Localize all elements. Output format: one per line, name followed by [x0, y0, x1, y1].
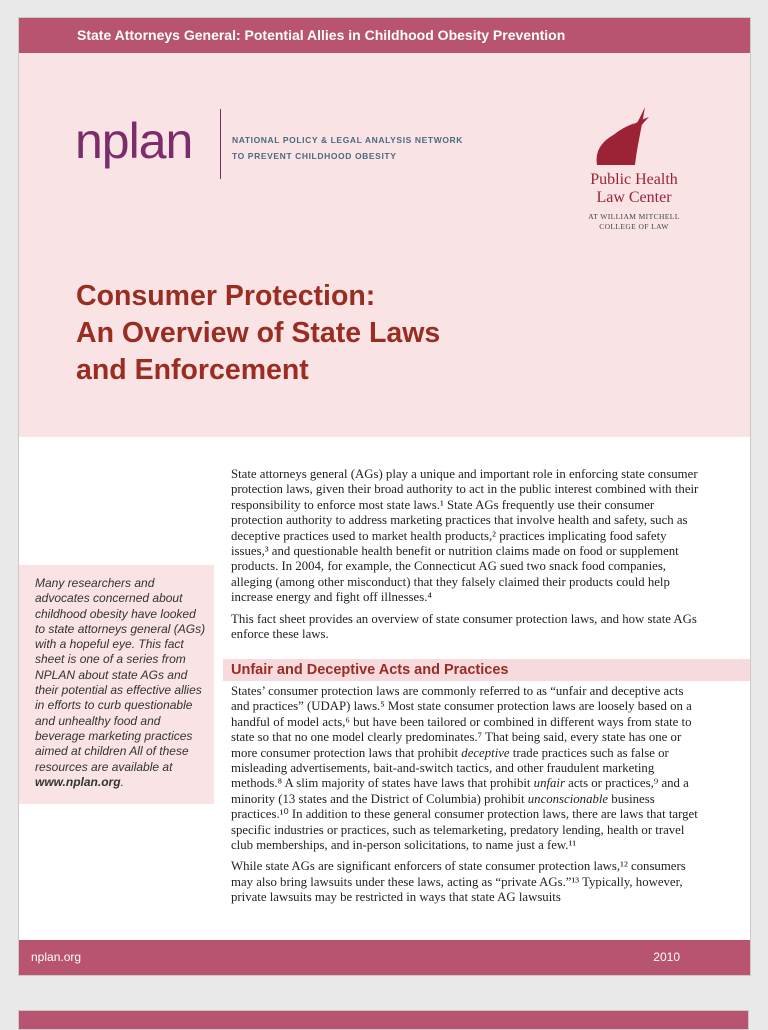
fact-sheet-page: [18, 17, 751, 976]
document-title: [76, 278, 676, 389]
header-area: [19, 53, 750, 437]
section-text: business practices.¹⁰ In addition to these general consumer protection laws, there are laws that target specific industries or practices, such as telemarketing, predatory lending, health or travel club memberships, and in-person solicitations, to name just a few.¹¹: [231, 791, 698, 853]
logo-divider: [220, 109, 221, 179]
flame-icon: [595, 105, 651, 167]
sidebar-text: Many researchers and advocates concerned about childhood obesity have looked to state attorneys general (AGs) with a hopeful eye. This fact sheet is one of a series from NPLAN about state AGs and their potential as effective allies in efforts to curb questionable and unhealthy food and beverage marketing practices aimed at children All of these resources are available at: [35, 576, 206, 774]
section-text: acts or practices,⁹ and a minority (13 states and the District of Columbia) prohibit: [231, 776, 689, 806]
title-line1: Consumer Protection:: [76, 280, 376, 312]
emphasis-unfair: unfair: [533, 776, 565, 791]
nplan-logo: nplan: [75, 113, 193, 169]
network-name: [232, 132, 492, 164]
phlc-subtitle-line2: COLLEGE OF LAW: [599, 222, 669, 231]
title-line2: An Overview of State Laws: [76, 317, 441, 349]
section-text: trade practices such as false or misleading advertisements, bait-and-switch tactics, and other fraudulent marketing methods.⁸ A slim majority of states have laws that prohibit: [231, 745, 669, 791]
phlc-name-line1: Public Health: [590, 171, 678, 188]
header-band: [19, 18, 750, 53]
phlc-logo: [579, 105, 689, 232]
intro-paragraph-2: This fact sheet provides an overview of state consumer protection laws, and how state AGs enforce these laws.: [231, 611, 697, 642]
intro-column: [231, 467, 701, 648]
sidebar-callout: [19, 565, 214, 804]
section-heading: Unfair and Deceptive Acts and Practices: [223, 659, 750, 681]
network-name-line2: TO PREVENT CHILDHOOD OBESITY: [232, 151, 397, 161]
title-line3: and Enforcement: [76, 354, 309, 386]
series-title: State Attorneys General: Potential Allies in Childhood Obesity Prevention: [77, 27, 566, 43]
section-column: [231, 684, 703, 912]
emphasis-deceptive: deceptive: [461, 745, 510, 760]
emphasis-unconscionable: unconscionable: [527, 791, 609, 806]
sidebar-end: .: [120, 774, 124, 789]
phlc-subtitle: [579, 212, 689, 232]
phlc-subtitle-line1: AT WILLIAM MITCHELL: [588, 212, 680, 221]
footer-year: 2010: [653, 950, 680, 964]
section-text: States’ consumer protection laws are commonly referred to as “unfair and deceptive acts and practices” (UDAP) laws.⁵ Most state consumer protection laws are loosely based on a handful of model acts,⁶ but have been tailored or combined in different ways from state to state so that no one model clearly predominates.⁷ That being said, every state has one or more consumer protection laws that prohibit: [231, 684, 692, 760]
network-name-line1: NATIONAL POLICY & LEGAL ANALYSIS NETWORK: [232, 135, 464, 145]
next-page-edge: [18, 1010, 749, 1030]
section-paragraph-2: While state AGs are significant enforcers of state consumer protection laws,¹² consumers may also bring lawsuits under these laws, acting as “private AGs.”¹³ Typically, however, private lawsuits may be restricted in ways that state AG lawsuits: [231, 859, 686, 905]
footer-website[interactable]: nplan.org: [31, 950, 82, 964]
phlc-name-line2: Law Center: [596, 189, 672, 206]
footer-band: [19, 940, 750, 975]
intro-paragraph-1: State attorneys general (AGs) play a unique and important role in enforcing state consumer protection laws, given their broad authority to act in the public interest combined with their responsibility to enforce most state laws.¹ State AGs frequently use their consumer protection authority to address marketing practices that involve health and safety, such as deceptive practices used to market health products,² practices implicating food safety issues,³ and questionable health benefit or nutrition claims made on food or supplement products. In 2004, for example, the Connecticut AG sued two snack food companies, alleging (among other misconduct) that they falsely claimed their products could help increase energy and fight off illnesses.⁴: [231, 467, 699, 605]
nplan-website-link[interactable]: www.nplan.org: [35, 774, 121, 789]
section-paragraph-1: [231, 684, 703, 853]
